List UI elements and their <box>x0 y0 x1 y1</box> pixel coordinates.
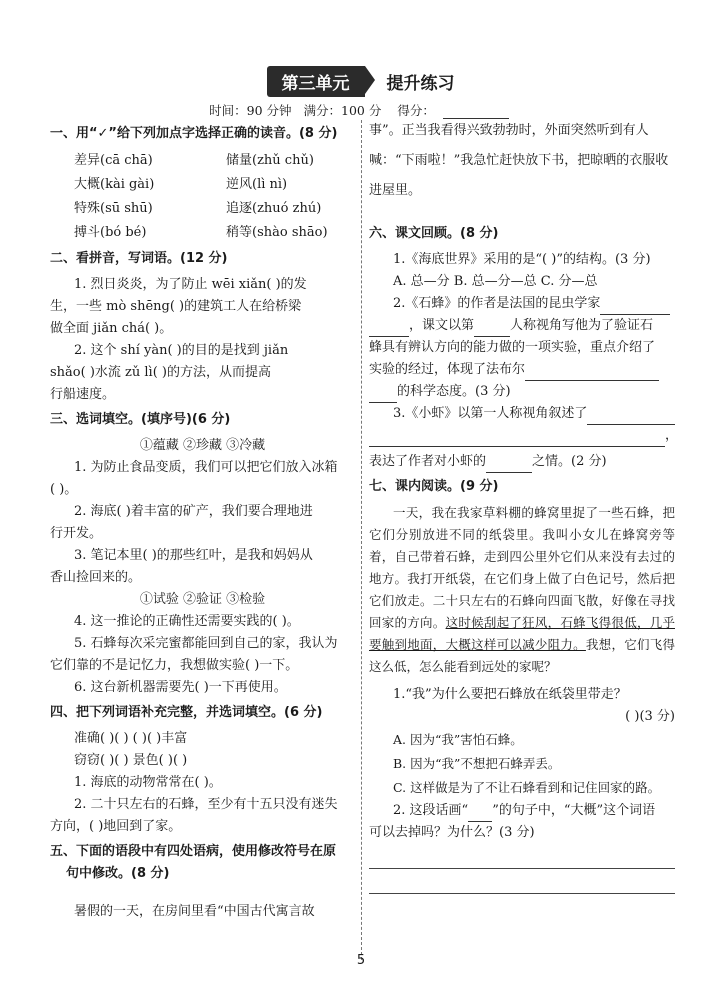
section3-heading: 三、选词填空。(填序号)(6 分) <box>50 412 231 427</box>
pinyin-choice-item[interactable]: 特殊(sū shū) <box>74 201 153 216</box>
answer-blank[interactable] <box>369 430 665 447</box>
faulty-paragraph-start: 暑假的一天，在房间里看“中国古代寓言故 <box>74 904 315 919</box>
word-options-1: ①蕴藏 ②珍藏 ③冷藏 <box>139 438 266 453</box>
question-line: 2. 海底( )着丰富的矿产，我们要合理地进 <box>74 504 313 519</box>
idiom-fill-row[interactable]: 窃窃( )( ) 景色( )( ) <box>74 753 188 768</box>
passage-text: 一天，我在我家草料棚的蜂窝里捉了一些石蜂，把它们分别放进不同的纸袋里。我叫小女儿在蜂窝旁等着，自己带着石蜂，走到四公里外它们从来没有去过的地方。我打开纸袋，在它们身上做了白色记号，然后把它们放走。二十只左右的石蜂向四面飞散，好像在寻找回家的方向。 <box>369 505 675 630</box>
time-label: 时间：90 分钟 <box>209 103 292 118</box>
question-text: 实验的经过，体现了法布尔 <box>369 362 526 377</box>
question-line: 做全面 jiǎn chá( )。 <box>50 321 173 336</box>
page-title: 提升练习 <box>386 74 455 94</box>
answer-option[interactable]: C. 这样做是为了不让石蜂看到和记住回家的路。 <box>393 780 661 795</box>
question-text: ，课文以第 <box>409 318 475 333</box>
answer-blank[interactable] <box>474 320 510 337</box>
idiom-fill-row[interactable]: 准确( )( ) ( )( )丰富 <box>74 731 188 746</box>
pinyin-choice-item[interactable]: 差异(cā chā) <box>74 153 153 168</box>
score-label: 得分： <box>397 103 435 118</box>
question-line: 1. 烈日炎炎，为了防止 wēi xiǎn( )的发 <box>74 277 307 292</box>
question-line: 行开发。 <box>50 526 103 541</box>
question-line: ( )。 <box>50 482 78 497</box>
section4-heading: 四、把下列词语补充完整，并选词填空。(6 分) <box>50 705 323 720</box>
section7-heading: 七、课内阅读。(9 分) <box>369 479 499 494</box>
question-line: 5. 石蜂每次采完蜜都能回到自己的家，我认为 <box>74 636 338 651</box>
question-text: 2.《石蜂》的作者是法国的昆虫学家 <box>393 296 601 311</box>
section5-heading-cont: 句中修改。(8 分) <box>66 866 170 881</box>
pinyin-choice-item[interactable]: 追逐(zhuó zhú) <box>226 201 322 216</box>
full-score-label: 满分：100 分 <box>303 103 382 118</box>
faulty-paragraph-line: 事”。正当我看得兴致勃勃时，外面突然听到有人 <box>369 123 649 138</box>
section1-items <box>50 149 355 245</box>
question-line: 1. 海底的动物常常在( )。 <box>74 775 222 790</box>
answer-line[interactable] <box>369 869 675 894</box>
question-line: 2. 这个 shí yàn( )的目的是找到 jiǎn <box>74 343 289 358</box>
answer-blank[interactable] <box>600 298 670 315</box>
section2-heading: 二、看拼音，写词语。(12 分) <box>50 251 228 266</box>
question-line: shǎo( )水流 zǔ lì( )的方法，从而提高 <box>50 365 271 380</box>
answer-blank[interactable] <box>369 386 397 403</box>
question-text: 2. 这段话画“ <box>393 803 469 818</box>
passage-underlined-sentence: 这时候刮起了狂风，石蜂飞得很低，几乎要触到地面，大概这样可以减少阻力。 <box>369 615 675 652</box>
question-line: 可以去掉吗？为什么？(3 分) <box>369 825 535 840</box>
question-line: 1.“我”为什么要把石蜂放在纸袋里带走？ <box>393 687 627 702</box>
unit-badge: 第三单元 <box>267 66 365 97</box>
exam-meta <box>0 101 722 119</box>
pinyin-choice-item[interactable]: 搏斗(bó bé) <box>74 225 147 240</box>
answer-blank[interactable] <box>486 456 532 473</box>
answer-bracket[interactable]: ( )(3 分) <box>625 709 675 724</box>
question-line: 3. 笔记本里( )的那些红叶，是我和妈妈从 <box>74 548 313 563</box>
question-line: 2. 二十只左右的石蜂，至少有十五只没有迷失 <box>74 797 338 812</box>
faulty-paragraph-line: 进屋里。 <box>369 183 422 198</box>
answer-line[interactable] <box>369 844 675 869</box>
section1-heading: 一、用“✓”给下列加点字选择正确的读音。(8 分) <box>50 126 338 141</box>
section6-heading: 六、课文回顾。(8 分) <box>369 226 499 241</box>
question-line: 它们靠的不是记忆力，我想做实验( )一下。 <box>50 658 299 673</box>
question-line: 方向，( )地回到了家。 <box>50 819 182 834</box>
question-text: ”的句子中，“大概”这个词语 <box>492 803 656 818</box>
reading-passage <box>369 502 675 678</box>
answer-option[interactable]: B. 因为“我”不想把石蜂弄丢。 <box>393 756 561 771</box>
faulty-paragraph-line: 喊：“下雨啦！”我急忙赶快放下书，把晾晒的衣服收 <box>369 153 669 168</box>
answer-blank[interactable] <box>369 320 409 337</box>
score-blank[interactable] <box>443 103 509 119</box>
pinyin-choice-item[interactable]: 大概(kài gài) <box>74 177 155 192</box>
page-number: 5 <box>356 953 366 968</box>
pinyin-choice-item[interactable]: 逆风(lì nì) <box>226 177 288 192</box>
left-column <box>50 120 355 923</box>
question-text: 人称视角写他为了验证石 <box>510 318 654 333</box>
question-line: 蜂具有辨认方向的能力做的一项实验，重点介绍了 <box>369 340 656 355</box>
question-line: 6. 这台新机器需要先( )一下再使用。 <box>74 680 287 695</box>
question-text: 的科学态度。(3 分) <box>397 384 511 399</box>
question-line: 1.《海底世界》采用的是“( )”的结构。(3 分) <box>393 252 651 267</box>
question-text: 3.《小虾》以第一人称视角叙述了 <box>393 406 588 421</box>
question-line: 4. 这一推论的正确性还需要实践的( )。 <box>74 614 300 629</box>
question-text: ， <box>665 428 679 443</box>
column-divider <box>361 120 362 960</box>
question-line: 1. 为防止食品变质，我们可以把它们放入冰箱 <box>74 460 338 475</box>
answer-blank <box>468 805 492 822</box>
answer-blank[interactable] <box>525 364 659 381</box>
question-line: 香山捡回来的。 <box>50 570 142 585</box>
answer-options[interactable]: A. 总—分 B. 总—分—总 C. 分—总 <box>393 274 598 289</box>
answer-option[interactable]: A. 因为“我”害怕石蜂。 <box>393 732 523 747</box>
passage-text-end: 我想，它们飞得这么低，怎么能看到远处的家呢？ <box>369 637 675 674</box>
word-options-2: ①试验 ②验证 ③检验 <box>139 592 266 607</box>
question-line: 行船速度。 <box>50 387 116 402</box>
answer-blank[interactable] <box>587 408 675 425</box>
section5-heading: 五、下面的语段中有四处语病，使用修改符号在原 <box>50 844 337 859</box>
question-text: 之情。(2 分) <box>532 454 607 469</box>
pinyin-choice-item[interactable]: 稍等(shào shāo) <box>226 225 328 240</box>
question-line: 生，一些 mò shēng( )的建筑工人在给桥梁 <box>50 299 302 314</box>
question-text: 表达了作者对小虾的 <box>369 454 487 469</box>
pinyin-choice-item[interactable]: 储量(zhǔ chǔ) <box>226 153 314 168</box>
right-column <box>369 120 679 894</box>
title-bar <box>0 66 722 97</box>
